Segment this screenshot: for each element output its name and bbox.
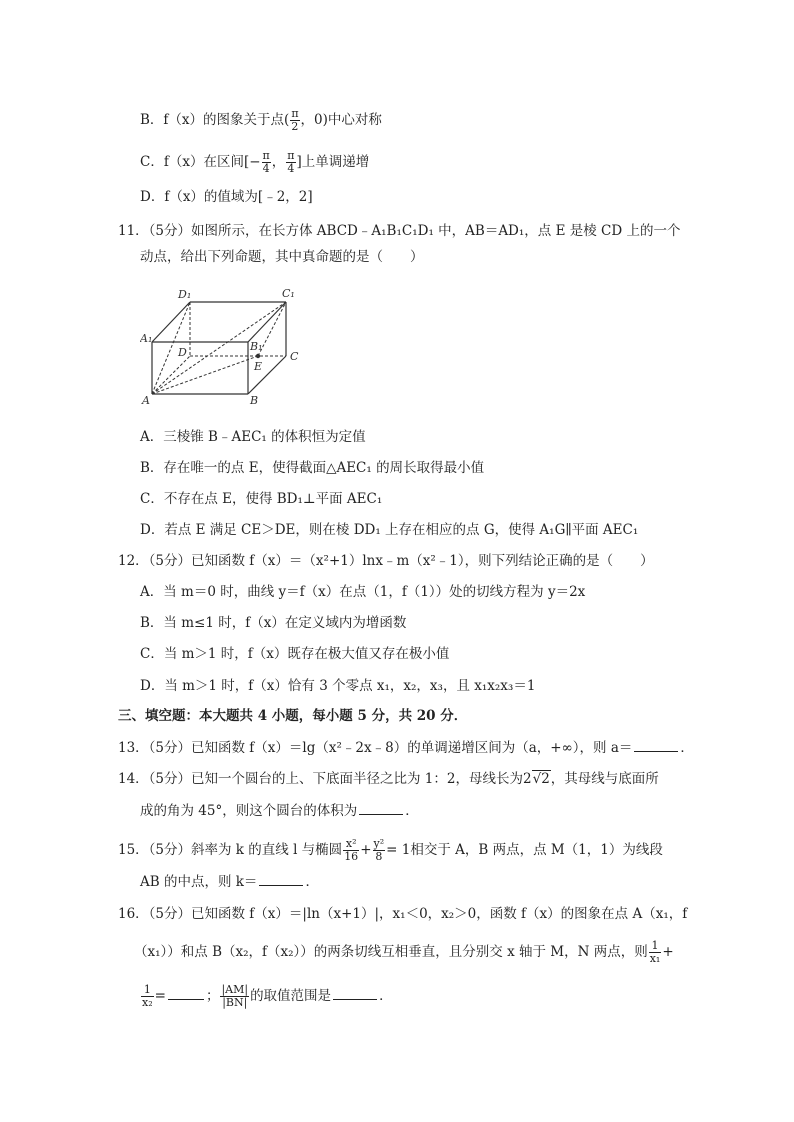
q11-stem-line2: 动点，给出下列命题，其中真命题的是（ ） (140, 249, 424, 265)
one-over-x1-fraction: $\frac{1}{\text{x₁}}$ (649, 939, 661, 965)
q14-line2: 成的角为 45°，则这个圆台的体积为 ． (140, 803, 419, 819)
label-d: D (178, 346, 187, 359)
sqrt-symbol: √2 (532, 771, 550, 787)
q11-option-a: A．三棱锥 B﹣AEC₁ 的体积恒为定值 (140, 429, 366, 445)
label-a1: A₁ (140, 332, 153, 345)
q12-option-c: C．当 m＞1 时，f（x）既存在极大值又存在极小值 (140, 646, 450, 662)
am-over-bn-fraction: $\frac{|AM|}{|BN|}$ (221, 983, 249, 1009)
edge-b1c1 (248, 302, 286, 342)
answer-blank (168, 987, 204, 1000)
q16-line1: 16．（5分）已知函数 f（x）＝|ln（x+1）|，x₁＜0，x₂＞0，函数 f（x）的图象在点 A（x₁，f (118, 906, 688, 922)
q13-stem: 13．（5分）已知函数 f（x）＝lg（x²﹣2x﹣8）的单调递增区间为（a，+∞），则 a＝ ． (118, 740, 694, 756)
label-c1: C₁ (282, 287, 295, 300)
label-e: E (254, 360, 263, 373)
q14-line1: 14．（5分）已知一个圆台的上、下底面半径之比为 1：2，母线长为2√2，其母线与底面所 (118, 771, 659, 787)
point-e (256, 354, 260, 358)
ellipse-x-fraction: $\frac{\text{x²}}{16}$ (344, 837, 359, 863)
label-b: B (250, 394, 259, 406)
answer-blank (259, 873, 303, 886)
q11-option-b: B．存在唯一的点 E，使得截面△AEC₁ 的周长取得最小值 (140, 460, 485, 476)
q15-line2: AB 的中点，则 k＝ ． (140, 874, 319, 890)
q10-option-b: B．f（x）的图象关于点( $\frac{\pi}{2}$ ，0)中心对称 (140, 107, 382, 133)
q10-option-c: C．f（x）在区间[− $\frac{\pi}{4}$ ， $\frac{\pi}{4}$ ]上单调递增 (140, 149, 370, 175)
q11-stem-line1: 11．（5分）如图所示，在长方体 ABCD﹣A₁B₁C₁D₁ 中，AB＝AD₁，点 E 是棱 CD 上的一个 (118, 223, 681, 239)
q16-line3: $\frac{1}{\text{x₂}}$ = ； $\frac{|AM|}{|BN|}$ 的取值范围是 ． (142, 983, 393, 1009)
answer-blank (634, 739, 678, 752)
label-b1: B₁ (250, 340, 263, 353)
segment-ae (152, 356, 258, 394)
section-heading-fill-in: 三、填空题：本大题共 4 小题，每小题 5 分，共 20 分． (118, 708, 468, 724)
answer-blank (333, 987, 377, 1000)
q11-option-d: D．若点 E 满足 CE＞DE，则在棱 DD₁ 上存在相应的点 G，使得 A₁G∥平面 AEC₁ (140, 522, 639, 538)
q12-stem: 12．（5分）已知函数 f（x）＝（x²+1）lnx﹣m（x²﹣1），则下列结论正确的是（ ） (118, 553, 654, 569)
one-over-x2-fraction: $\frac{1}{\text{x₂}}$ (142, 983, 153, 1009)
cuboid-figure (140, 284, 300, 406)
q11-option-c: C．不存在点 E，使得 BD₁⊥平面 AEC₁ (140, 491, 383, 507)
pi-over-4-fraction: $\frac{\pi}{4}$ (262, 149, 270, 175)
label-d1: D₁ (178, 288, 192, 301)
q12-option-b: B．当 m≤1 时，f（x）在定义域内为增函数 (140, 615, 407, 631)
q15-line1: 15．（5分）斜率为 k 的直线 l 与椭圆 $\frac{\text{x²}}{16}$ + $\frac{\text{y²}}{8}$ = 1相交于 A，B 两点，点 M（1，1）为线段 (118, 837, 663, 863)
label-a: A (142, 394, 150, 406)
q16-line2: （x₁））和点 B（x₂，f（x₂））的两条切线互相垂直，且分别交 x 轴于 M，N 两点，则 $\frac{1}{\text{x₁}}$ + (134, 939, 674, 965)
q12-option-a: A．当 m＝0 时，曲线 y＝f（x）在点（1，f（1））处的切线方程为 y＝2x (140, 584, 586, 600)
pi-over-2-fraction: $\frac{\pi}{2}$ (291, 107, 299, 133)
diagonal-ac1 (152, 302, 286, 394)
answer-blank (359, 802, 403, 815)
q12-option-d: D．当 m＞1 时，f（x）恰有 3 个零点 x₁，x₂，x₃，且 x₁x₂x₃＝1 (140, 678, 536, 694)
q10-option-d: D．f（x）的值域为[﹣2，2] (140, 189, 313, 205)
pi-over-4-fraction: $\frac{\pi}{4}$ (287, 149, 295, 175)
label-c: C (290, 350, 299, 363)
edge-ad-hidden (152, 356, 190, 394)
edge-a1d1 (152, 302, 190, 342)
ellipse-y-fraction: $\frac{\text{y²}}{8}$ (373, 837, 385, 863)
